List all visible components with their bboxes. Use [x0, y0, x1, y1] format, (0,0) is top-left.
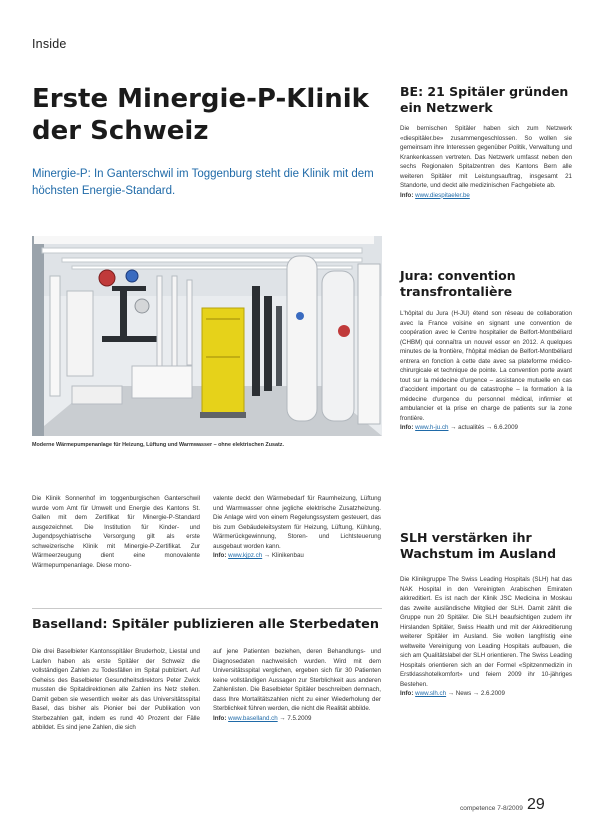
magazine-name: competence 7-8/2009: [460, 805, 523, 812]
slh-body: [400, 575, 572, 699]
article-body-col2: [213, 494, 381, 561]
baselland-col1: [32, 647, 200, 733]
slh-info-link[interactable]: www.slh.ch: [415, 690, 447, 697]
article-body-col1: [32, 494, 200, 570]
jura-title: Jura: convention transfrontalière: [400, 268, 516, 299]
slh-info: Info: www.slh.ch → News → 2.6.2009: [400, 690, 505, 697]
baselland-col2: [213, 647, 381, 723]
baselland-title: Baselland: Spitäler publizieren alle Sterbedaten: [32, 617, 379, 632]
photo-caption: Moderne Wärmepumpenanlage für Heizung, Lüftung und Warmwasser – ohne elektrischen Zusatz.: [32, 442, 284, 448]
jura-info: Info: www.h-ju.ch → actualités → 6.6.2009: [400, 424, 518, 431]
jura-body: [400, 309, 572, 433]
article-body-col2-text: valente deckt den Wärmebedarf für Raumheizung, Lüftung und Warmwasser ohne jegliche elektrische Zusatzheizung. Die Anlage wird von einem Regelungssystem gesteuert, das bis zum Gebäudeleitsystem für Heizung, Lüftung, Kühlung, Wärmerückgewinnung, Storen- und Lichtsteuerung ausgebaut worden kann.: [213, 495, 381, 550]
be-title: BE: 21 Spitäler gründen ein Netzwerk: [400, 84, 569, 115]
baselland-info: Info: www.baselland.ch → 7.5.2009: [213, 714, 312, 722]
slh-body-text: Die Klinikgruppe The Swiss Leading Hospitals (SLH) hat das NAK Hospital in den Vereinigten Arabischen Emiraten akkreditiert. Es ist nach der Klinik JSC Medicina in Moskau das zweite ausländische Mitglied der SLH. Damit zählt die Gruppe nun 20 Spitäler. Die SLH beaufsichtigen zudem ihr Hirslanden Spitäler, Swiss Health und mit der Akkreditierung weiterer Spitäler im Ausland. Sie wollen langfristig eine weltweite Vereinigung von Leading Hospitals aufbauen, die sich am Qualitätslabel der SLH orientieren. The Swiss Leading Hospitals orientieren sich an der Formel «Spitzenmedizin in Erstklasshotelkomfort» und feiern 2009 ihr 10-jähriges Bestehen.: [400, 576, 572, 688]
heat-pump-room-image: [32, 236, 382, 436]
page-number: 29: [527, 796, 545, 813]
jura-info-link[interactable]: www.h-ju.ch: [415, 424, 449, 431]
article-title-line2: der Schweiz: [32, 116, 209, 146]
article-lead: Minergie-P: In Ganterschwil im Toggenburg steht die Klinik mit dem höchsten Energie-Standard.: [32, 168, 374, 197]
be-body: [400, 124, 572, 200]
baselland-col2-text: auf jene Patienten beziehen, deren Behandlungs- und Diagnosedaten nachweislich wurden. Wird mit dem Universitätsspital verglichen, ergeben sich für 30 Patienten keine vollständigen Aussagen zur Sterblichkeit aus anderen Zahlenlisten. Die Baselbieter Spitäler beschreiben demnach, dass Ihre Mortalitätszahlen nicht zu einer Wiederholung der Sterblichkeit führen werden, die nicht die Realität abbilde.: [213, 648, 381, 712]
article-photo: [32, 236, 382, 436]
article-info: Info: www.kjpz.ch → Klinikenbau: [213, 552, 304, 559]
section-label: Inside: [32, 37, 67, 51]
article-info-link[interactable]: www.kjpz.ch: [228, 552, 263, 559]
be-info: Info: www.diespitaeler.be: [400, 191, 470, 199]
be-body-text: Die bernischen Spitäler haben sich zum Netzwerk «diespitäler.be» zusammengeschlossen. So wollen sie gemeinsam ihre Interessen gegenüber Politik, Verwaltung und Krankenkassen vertreten. Das Netzwerk umfasst neben den sechs Regionalen Spitalzentren des Kantons Bern alle weiteren Spitäler mit Leistungsauftrag, insgesamt 21 Standorte, und deckt alle medizinischen Fachgebiete ab.: [400, 125, 572, 189]
divider: [32, 608, 382, 609]
baselland-info-link[interactable]: www.baselland.ch: [228, 714, 278, 722]
article-title: [32, 83, 382, 147]
jura-body-text: L'hôpital du Jura (H-JU) étend son réseau de collaboration avec la France voisine en signant une convention de coopération avec le Centre hospitalier de Belfort-Montbéliard (CHBM) qui connaîtra un nouvel essor en 2012. A quelques minutes de la frontière, l'hôpital médian de Belfort-Montbéliard entrera en fonction à cette date avec sa plateforme médico-chirurgicale et technique de pointe. La convention porte avant tout sur la médecine d'urgence – assistance mutuelle en cas d'accident important ou de catastrophe – la formation à la médecine d'urgence du personnel médical, infirmier et ambulancier et la prise en charge de patients sur la zone frontière.: [400, 310, 572, 422]
slh-title: SLH verstärken ihr Wachstum im Ausland: [400, 530, 557, 561]
baselland-col1-text: Die drei Baselbieter Kantonsspitäler Bruderholz, Liestal und Laufen haben als erste Spitäler der Schweiz die vollständigen Zahlen zu Todesfällen im Spital publiziert. Auf Geheiss des Baselbieter Gesundheitsdirektors Peter Zwick mussten die Spitaldirektionen alle Zahlen ins Netz stellen. Damit geben sie wesentlich weiter als das Universitätsspital Basel, das bisher als Pionier bei der Publikation von Sterbezahlen galt, indem es rund 40 Prozent der Fälle abbildet. Es sind jene Zahlen, die sich: [32, 648, 200, 731]
article-title-line1: Erste Minergie-P-Klinik: [32, 84, 369, 114]
article-body-col1-text: Die Klinik Sonnenhof im toggenburgischen Ganterschwil wurde vom Amt für Umwelt und Energie des Kantons St. Gallen mit dem Zertifikat für Minergie-P-Standard ausgezeichnet. Die Institution für Kinder- und Jugendpsychiatrische Versorgung gilt als erste schweizerische Klinik mit Minergie-P-Zertifikat. Zur Wärmeerzeugung dient eine monovalente Wärmepumpenanlage. Diese mono-: [32, 495, 200, 569]
be-info-link[interactable]: www.diespitaeler.be: [415, 191, 470, 199]
